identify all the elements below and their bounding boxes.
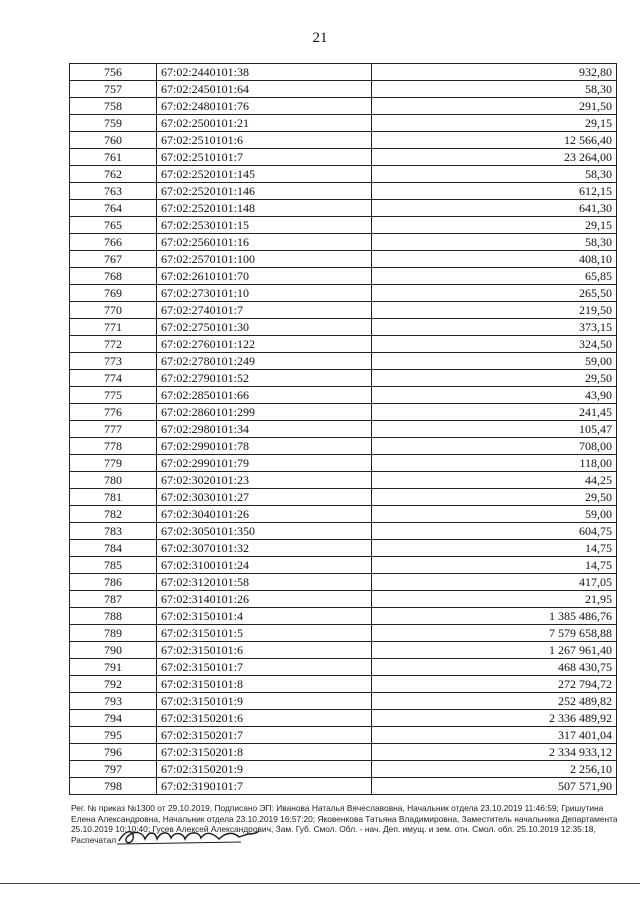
table-row	[70, 659, 617, 676]
row-value: 29,15	[372, 217, 617, 234]
cadastral-number: 67:02:3150101:4	[157, 608, 372, 625]
row-value: 23 264,00	[372, 149, 617, 166]
table-row	[70, 438, 617, 455]
stamp-text: Рег. № приказ №1300 от 29.10.2019, Подписано ЭП: Иванова Наталья Вячеславовна, Начальник отдела 23.10.2019 11:46:59; Гришутина Елена Александровна, Начальник отдела 23.10.2019 16:57:20; Яковенкова Татьяна Владимировна, Заместитель начальника Департамента 25.10.2019 10:10:40; Гусев Алексей Александрович, Зам. Губ. Смол. Обл. - нач. Деп. имущ. и зем. отн. Смол. обл. 25.10.2019 12:35:18,	[71, 803, 618, 834]
table-row	[70, 234, 617, 251]
cadastral-number: 67:02:2850101:66	[157, 387, 372, 404]
table-row	[70, 591, 617, 608]
row-value: 58,30	[372, 81, 617, 98]
row-value: 2 334 933,12	[372, 744, 617, 761]
row-number: 796	[70, 744, 157, 761]
row-value: 265,50	[372, 285, 617, 302]
row-number: 780	[70, 472, 157, 489]
row-value: 241,45	[372, 404, 617, 421]
table-row	[70, 540, 617, 557]
row-value: 408,10	[372, 251, 617, 268]
row-number: 784	[70, 540, 157, 557]
table-row	[70, 132, 617, 149]
row-value: 708,00	[372, 438, 617, 455]
row-number: 782	[70, 506, 157, 523]
cadastral-number: 67:02:2530101:15	[157, 217, 372, 234]
row-number: 777	[70, 421, 157, 438]
cadastral-number: 67:02:3150201:9	[157, 761, 372, 778]
table-row	[70, 81, 617, 98]
table-row	[70, 693, 617, 710]
cadastral-number: 67:02:2560101:16	[157, 234, 372, 251]
table-row	[70, 625, 617, 642]
row-number: 789	[70, 625, 157, 642]
row-number: 764	[70, 200, 157, 217]
row-value: 324,50	[372, 336, 617, 353]
cadastral-number: 67:02:2790101:52	[157, 370, 372, 387]
row-value: 417,05	[372, 574, 617, 591]
row-value: 118,00	[372, 455, 617, 472]
row-number: 767	[70, 251, 157, 268]
row-number: 756	[70, 64, 157, 81]
row-value: 317 401,04	[372, 727, 617, 744]
table-row	[70, 506, 617, 523]
row-number: 776	[70, 404, 157, 421]
cadastral-number: 67:02:2750101:30	[157, 319, 372, 336]
row-value: 12 566,40	[372, 132, 617, 149]
row-number: 788	[70, 608, 157, 625]
cadastral-number: 67:02:2440101:38	[157, 64, 372, 81]
cadastral-number: 67:02:2520101:145	[157, 166, 372, 183]
cadastral-number: 67:02:2510101:6	[157, 132, 372, 149]
row-value: 252 489,82	[372, 693, 617, 710]
row-number: 781	[70, 489, 157, 506]
cadastral-number: 67:02:3150101:5	[157, 625, 372, 642]
table-row	[70, 574, 617, 591]
cadastral-number: 67:02:3150101:8	[157, 676, 372, 693]
cadastral-number: 67:02:2510101:7	[157, 149, 372, 166]
cadastral-number: 67:02:2760101:122	[157, 336, 372, 353]
cadastral-number: 67:02:3150201:6	[157, 710, 372, 727]
row-value: 14,75	[372, 557, 617, 574]
row-number: 770	[70, 302, 157, 319]
cadastral-number: 67:02:3150101:9	[157, 693, 372, 710]
row-number: 773	[70, 353, 157, 370]
cadastral-number: 67:02:3040101:26	[157, 506, 372, 523]
row-number: 797	[70, 761, 157, 778]
row-number: 795	[70, 727, 157, 744]
row-number: 798	[70, 778, 157, 795]
table-row	[70, 319, 617, 336]
table-row	[70, 268, 617, 285]
row-value: 468 430,75	[372, 659, 617, 676]
cadastral-number: 67:02:3140101:26	[157, 591, 372, 608]
cadastral-number: 67:02:2740101:7	[157, 302, 372, 319]
row-value: 59,00	[372, 353, 617, 370]
row-value: 641,30	[372, 200, 617, 217]
row-value: 58,30	[372, 166, 617, 183]
row-number: 768	[70, 268, 157, 285]
table-row	[70, 421, 617, 438]
row-value: 29,50	[372, 370, 617, 387]
row-value: 29,15	[372, 115, 617, 132]
table-row	[70, 353, 617, 370]
table-row	[70, 642, 617, 659]
cadastral-number: 67:02:2730101:10	[157, 285, 372, 302]
table-row	[70, 608, 617, 625]
row-value: 44,25	[372, 472, 617, 489]
row-number: 774	[70, 370, 157, 387]
row-number: 785	[70, 557, 157, 574]
cadastral-number: 67:02:2520101:146	[157, 183, 372, 200]
row-value: 1 267 961,40	[372, 642, 617, 659]
table-row	[70, 336, 617, 353]
row-number: 792	[70, 676, 157, 693]
table-row	[70, 64, 617, 81]
table-row	[70, 489, 617, 506]
row-value: 604,75	[372, 523, 617, 540]
cadastral-number: 67:02:2780101:249	[157, 353, 372, 370]
table-row	[70, 710, 617, 727]
row-number: 786	[70, 574, 157, 591]
table-row	[70, 523, 617, 540]
table-row	[70, 183, 617, 200]
table-row	[70, 676, 617, 693]
cadastral-number: 67:02:3150201:7	[157, 727, 372, 744]
row-number: 757	[70, 81, 157, 98]
row-number: 758	[70, 98, 157, 115]
row-value: 59,00	[372, 506, 617, 523]
cadastral-number: 67:02:3030101:27	[157, 489, 372, 506]
row-value: 105,47	[372, 421, 617, 438]
row-number: 759	[70, 115, 157, 132]
cadastral-number: 67:02:2450101:64	[157, 81, 372, 98]
row-value: 272 794,72	[372, 676, 617, 693]
row-value: 219,50	[372, 302, 617, 319]
row-value: 65,85	[372, 268, 617, 285]
row-number: 760	[70, 132, 157, 149]
table-row	[70, 472, 617, 489]
table-row	[70, 404, 617, 421]
row-value: 932,80	[372, 64, 617, 81]
handwritten-signature	[115, 825, 265, 847]
row-value: 291,50	[372, 98, 617, 115]
row-number: 769	[70, 285, 157, 302]
row-number: 763	[70, 183, 157, 200]
row-number: 794	[70, 710, 157, 727]
row-number: 793	[70, 693, 157, 710]
row-value: 612,15	[372, 183, 617, 200]
cadastral-number: 67:02:3150201:8	[157, 744, 372, 761]
row-value: 507 571,90	[372, 778, 617, 795]
table-row	[70, 115, 617, 132]
row-number: 772	[70, 336, 157, 353]
table-row	[70, 778, 617, 795]
table-row	[70, 251, 617, 268]
row-number: 783	[70, 523, 157, 540]
cadastral-number: 67:02:2500101:21	[157, 115, 372, 132]
table-body	[70, 64, 617, 795]
table-row	[70, 744, 617, 761]
row-value: 58,30	[372, 234, 617, 251]
table-row	[70, 727, 617, 744]
row-number: 787	[70, 591, 157, 608]
cadastral-number: 67:02:3150101:7	[157, 659, 372, 676]
row-number: 779	[70, 455, 157, 472]
cadastral-number: 67:02:3020101:23	[157, 472, 372, 489]
row-value: 43,90	[372, 387, 617, 404]
table-row	[70, 557, 617, 574]
table-row	[70, 98, 617, 115]
cadastral-number: 67:02:2990101:78	[157, 438, 372, 455]
row-number: 791	[70, 659, 157, 676]
cadastral-number: 67:02:3100101:24	[157, 557, 372, 574]
cadastral-number: 67:02:2570101:100	[157, 251, 372, 268]
row-value: 29,50	[372, 489, 617, 506]
printed-by-label: Распечатал	[71, 834, 117, 845]
signature-stamp	[71, 803, 623, 845]
cadastral-register-table	[69, 63, 617, 795]
row-number: 762	[70, 166, 157, 183]
table-row	[70, 217, 617, 234]
cadastral-number: 67:02:2990101:79	[157, 455, 372, 472]
row-number: 790	[70, 642, 157, 659]
cadastral-number: 67:02:3190101:7	[157, 778, 372, 795]
printed-by-line	[71, 835, 623, 846]
cadastral-number: 67:02:3050101:350	[157, 523, 372, 540]
bottom-rule	[0, 883, 640, 884]
row-number: 778	[70, 438, 157, 455]
table-row	[70, 200, 617, 217]
table-row	[70, 387, 617, 404]
cadastral-number: 67:02:3070101:32	[157, 540, 372, 557]
table-row	[70, 166, 617, 183]
cadastral-number: 67:02:3120101:58	[157, 574, 372, 591]
table-row	[70, 761, 617, 778]
row-value: 2 256,10	[372, 761, 617, 778]
cadastral-number: 67:02:2610101:70	[157, 268, 372, 285]
row-number: 765	[70, 217, 157, 234]
row-number: 771	[70, 319, 157, 336]
row-number: 775	[70, 387, 157, 404]
table-row	[70, 455, 617, 472]
row-value: 14,75	[372, 540, 617, 557]
row-value: 21,95	[372, 591, 617, 608]
cadastral-number: 67:02:2480101:76	[157, 98, 372, 115]
cadastral-number: 67:02:2980101:34	[157, 421, 372, 438]
row-number: 766	[70, 234, 157, 251]
row-value: 7 579 658,88	[372, 625, 617, 642]
table-row	[70, 302, 617, 319]
cadastral-number: 67:02:2520101:148	[157, 200, 372, 217]
row-value: 2 336 489,92	[372, 710, 617, 727]
row-value: 1 385 486,76	[372, 608, 617, 625]
row-number: 761	[70, 149, 157, 166]
table-row	[70, 370, 617, 387]
page-number: 21	[312, 30, 328, 46]
table-row	[70, 149, 617, 166]
cadastral-number: 67:02:2860101:299	[157, 404, 372, 421]
row-value: 373,15	[372, 319, 617, 336]
cadastral-number: 67:02:3150101:6	[157, 642, 372, 659]
table-row	[70, 285, 617, 302]
